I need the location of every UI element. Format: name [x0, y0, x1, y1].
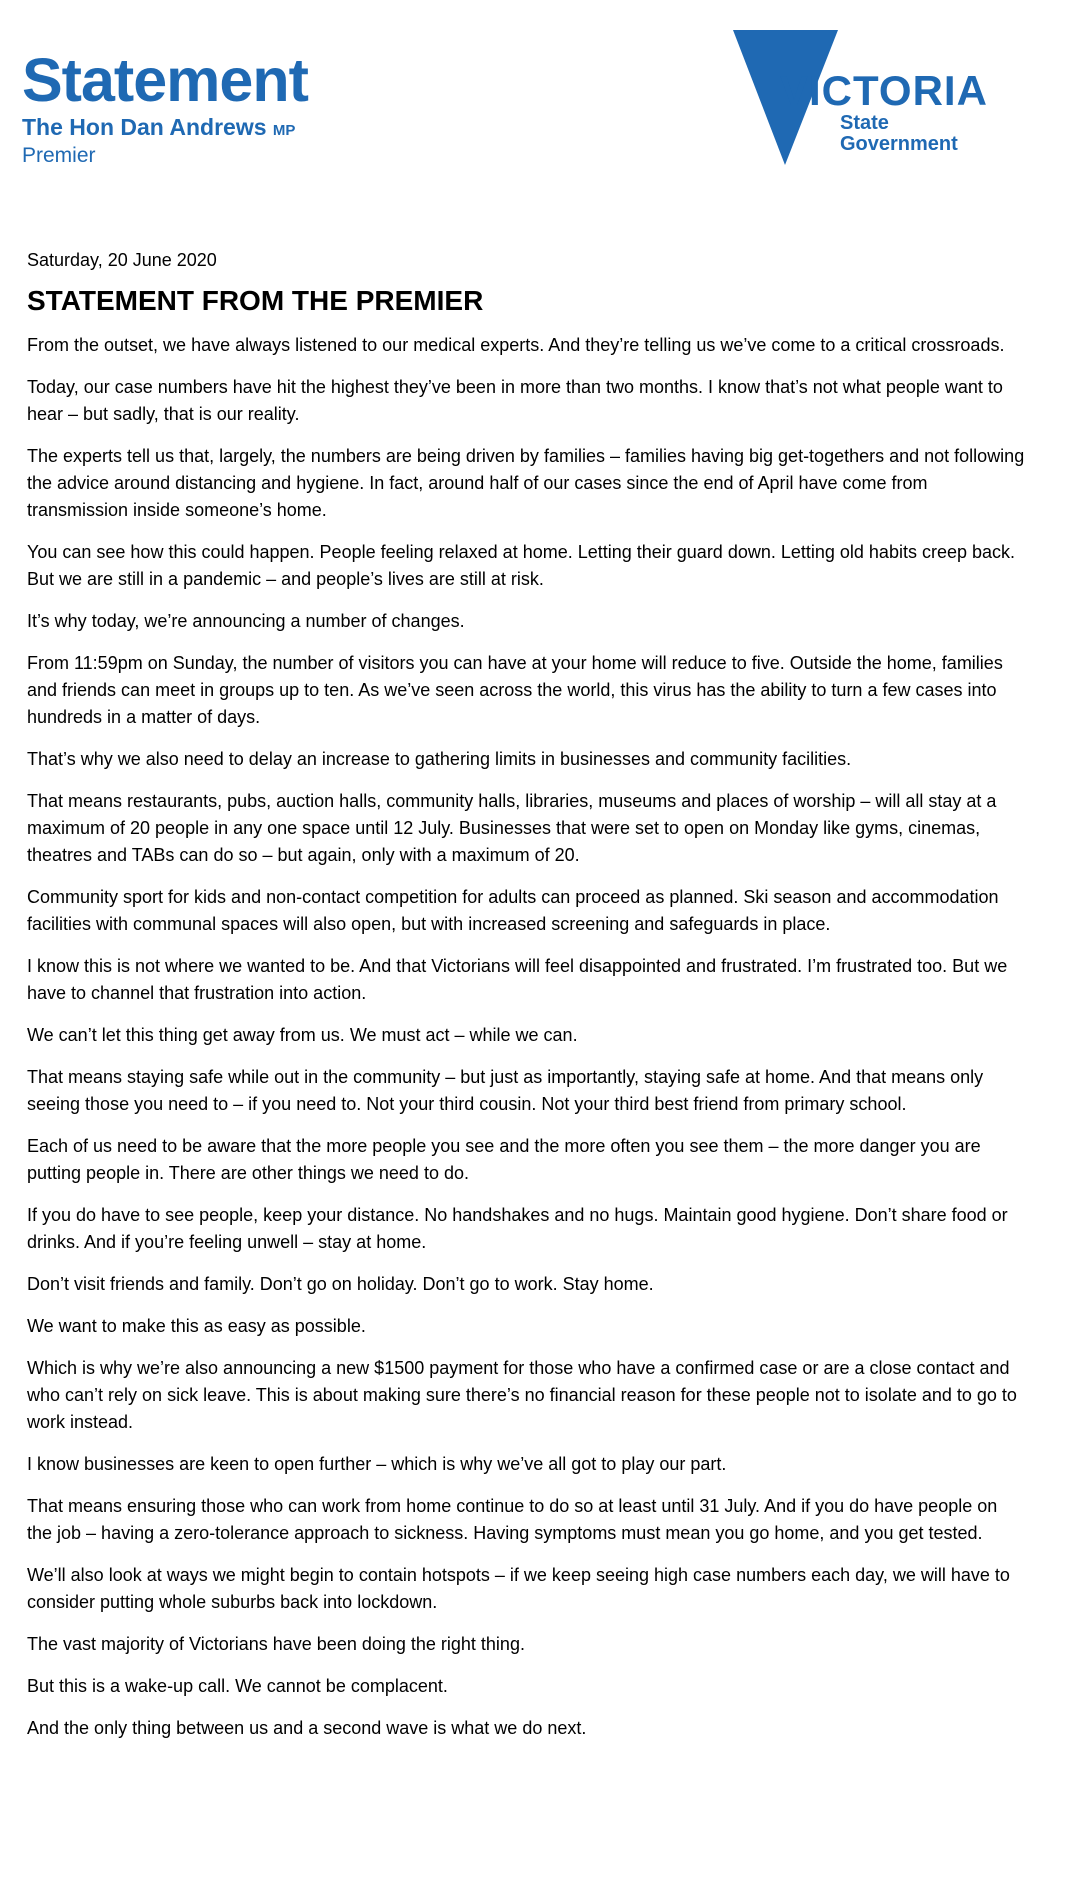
- logo-line-government: Government: [840, 133, 958, 155]
- minister-role: Premier: [22, 144, 96, 167]
- logo-line-state: State: [840, 112, 889, 134]
- paragraph: Each of us need to be aware that the more people you see and the more often you see them – the more danger you are putting people in. There are other things we need to do.: [27, 1136, 981, 1183]
- paragraph: That means restaurants, pubs, auction halls, community halls, libraries, museums and places of worship – will all stay at a maximum of 20 people in any one space until 12 July. Businesses that were set to open on Monday like gyms, cinemas, theatres and TABs can do so – but again, only with a maximum of 20.: [27, 791, 997, 865]
- statement-title: STATEMENT FROM THE PREMIER: [27, 285, 484, 316]
- masthead-title: Statement: [22, 46, 308, 114]
- paragraph: We’ll also look at ways we might begin to contain hotspots – if we keep seeing high case numbers each day, we will have to consider putting whole suburbs back into lockdown.: [27, 1565, 1010, 1612]
- paragraph: Today, our case numbers have hit the highest they’ve been in more than two months. I know that’s not what people want to hear – but sadly, that is our reality.: [27, 377, 1003, 424]
- logo-subtitle: [840, 113, 958, 155]
- minister-name-text: The Hon Dan Andrews: [22, 114, 267, 140]
- paragraph: We can’t let this thing get away from us. We must act – while we can.: [27, 1025, 578, 1045]
- minister-name: [22, 114, 308, 144]
- paragraph-list: [27, 332, 1027, 1742]
- paragraph: The experts tell us that, largely, the numbers are being driven by families – families having big get-togethers and not following the advice around distancing and hygiene. In fact, around half of our cases since the end of April have come from transmission inside someone’s home.: [27, 446, 1025, 520]
- statement-body: [27, 248, 1027, 1757]
- paragraph: And the only thing between us and a second wave is what we do next.: [27, 1718, 587, 1738]
- masthead: [22, 48, 308, 168]
- paragraph: But this is a wake-up call. We cannot be complacent.: [27, 1676, 448, 1696]
- logo-wordmark: VICTORIA: [780, 67, 988, 114]
- paragraph: We want to make this as easy as possible.: [27, 1316, 366, 1336]
- paragraph: Don’t visit friends and family. Don’t go on holiday. Don’t go to work. Stay home.: [27, 1274, 654, 1294]
- paragraph: From 11:59pm on Sunday, the number of visitors you can have at your home will reduce to five. Outside the home, families and friends can meet in groups up to ten. As we’ve seen across the world, this virus has the ability to turn a few cases into hundreds in a matter of days.: [27, 653, 1003, 727]
- paragraph: I know this is not where we wanted to be. And that Victorians will feel disappointed and frustrated. I’m frustrated too. But we have to channel that frustration into action.: [27, 956, 1008, 1003]
- paragraph: From the outset, we have always listened to our medical experts. And they’re telling us we’ve come to a critical crossroads.: [27, 335, 1005, 355]
- paragraph: That means ensuring those who can work from home continue to do so at least until 31 July. And if you do have people on the job – having a zero-tolerance approach to sickness. Having symptoms must mean you go home, and you get tested.: [27, 1496, 998, 1543]
- paragraph: It’s why today, we’re announcing a number of changes.: [27, 611, 465, 631]
- paragraph: If you do have to see people, keep your distance. No handshakes and no hugs. Maintain good hygiene. Don’t share food or drinks. And if you’re feeling unwell – stay at home.: [27, 1205, 1008, 1252]
- statement-date: Saturday, 20 June 2020: [27, 250, 217, 270]
- paragraph: You can see how this could happen. People feeling relaxed at home. Letting their guard down. Letting old habits creep back. But we are still in a pandemic – and people’s lives are still at risk.: [27, 542, 1016, 589]
- paragraph: Community sport for kids and non-contact competition for adults can proceed as planned. Ski season and accommodation facilities with communal spaces will also open, but with increased screening and safeguards in place.: [27, 887, 999, 934]
- paragraph: The vast majority of Victorians have been doing the right thing.: [27, 1634, 525, 1654]
- minister-suffix: MP: [272, 122, 296, 139]
- paragraph: That means staying safe while out in the community – but just as importantly, staying safe at home. And that means only seeing those you need to – if you need to. Not your third cousin. Not your third best friend from primary school.: [27, 1067, 984, 1114]
- paragraph: Which is why we’re also announcing a new $1500 payment for those who have a confirmed case or are a close contact and who can’t rely on sick leave. This is about making sure there’s no financial reason for these people not to isolate and to go to work instead.: [27, 1358, 1017, 1432]
- paragraph: I know businesses are keen to open further – which is why we’ve all got to play our part.: [27, 1454, 727, 1474]
- paragraph: That’s why we also need to delay an increase to gathering limits in businesses and community facilities.: [27, 749, 852, 769]
